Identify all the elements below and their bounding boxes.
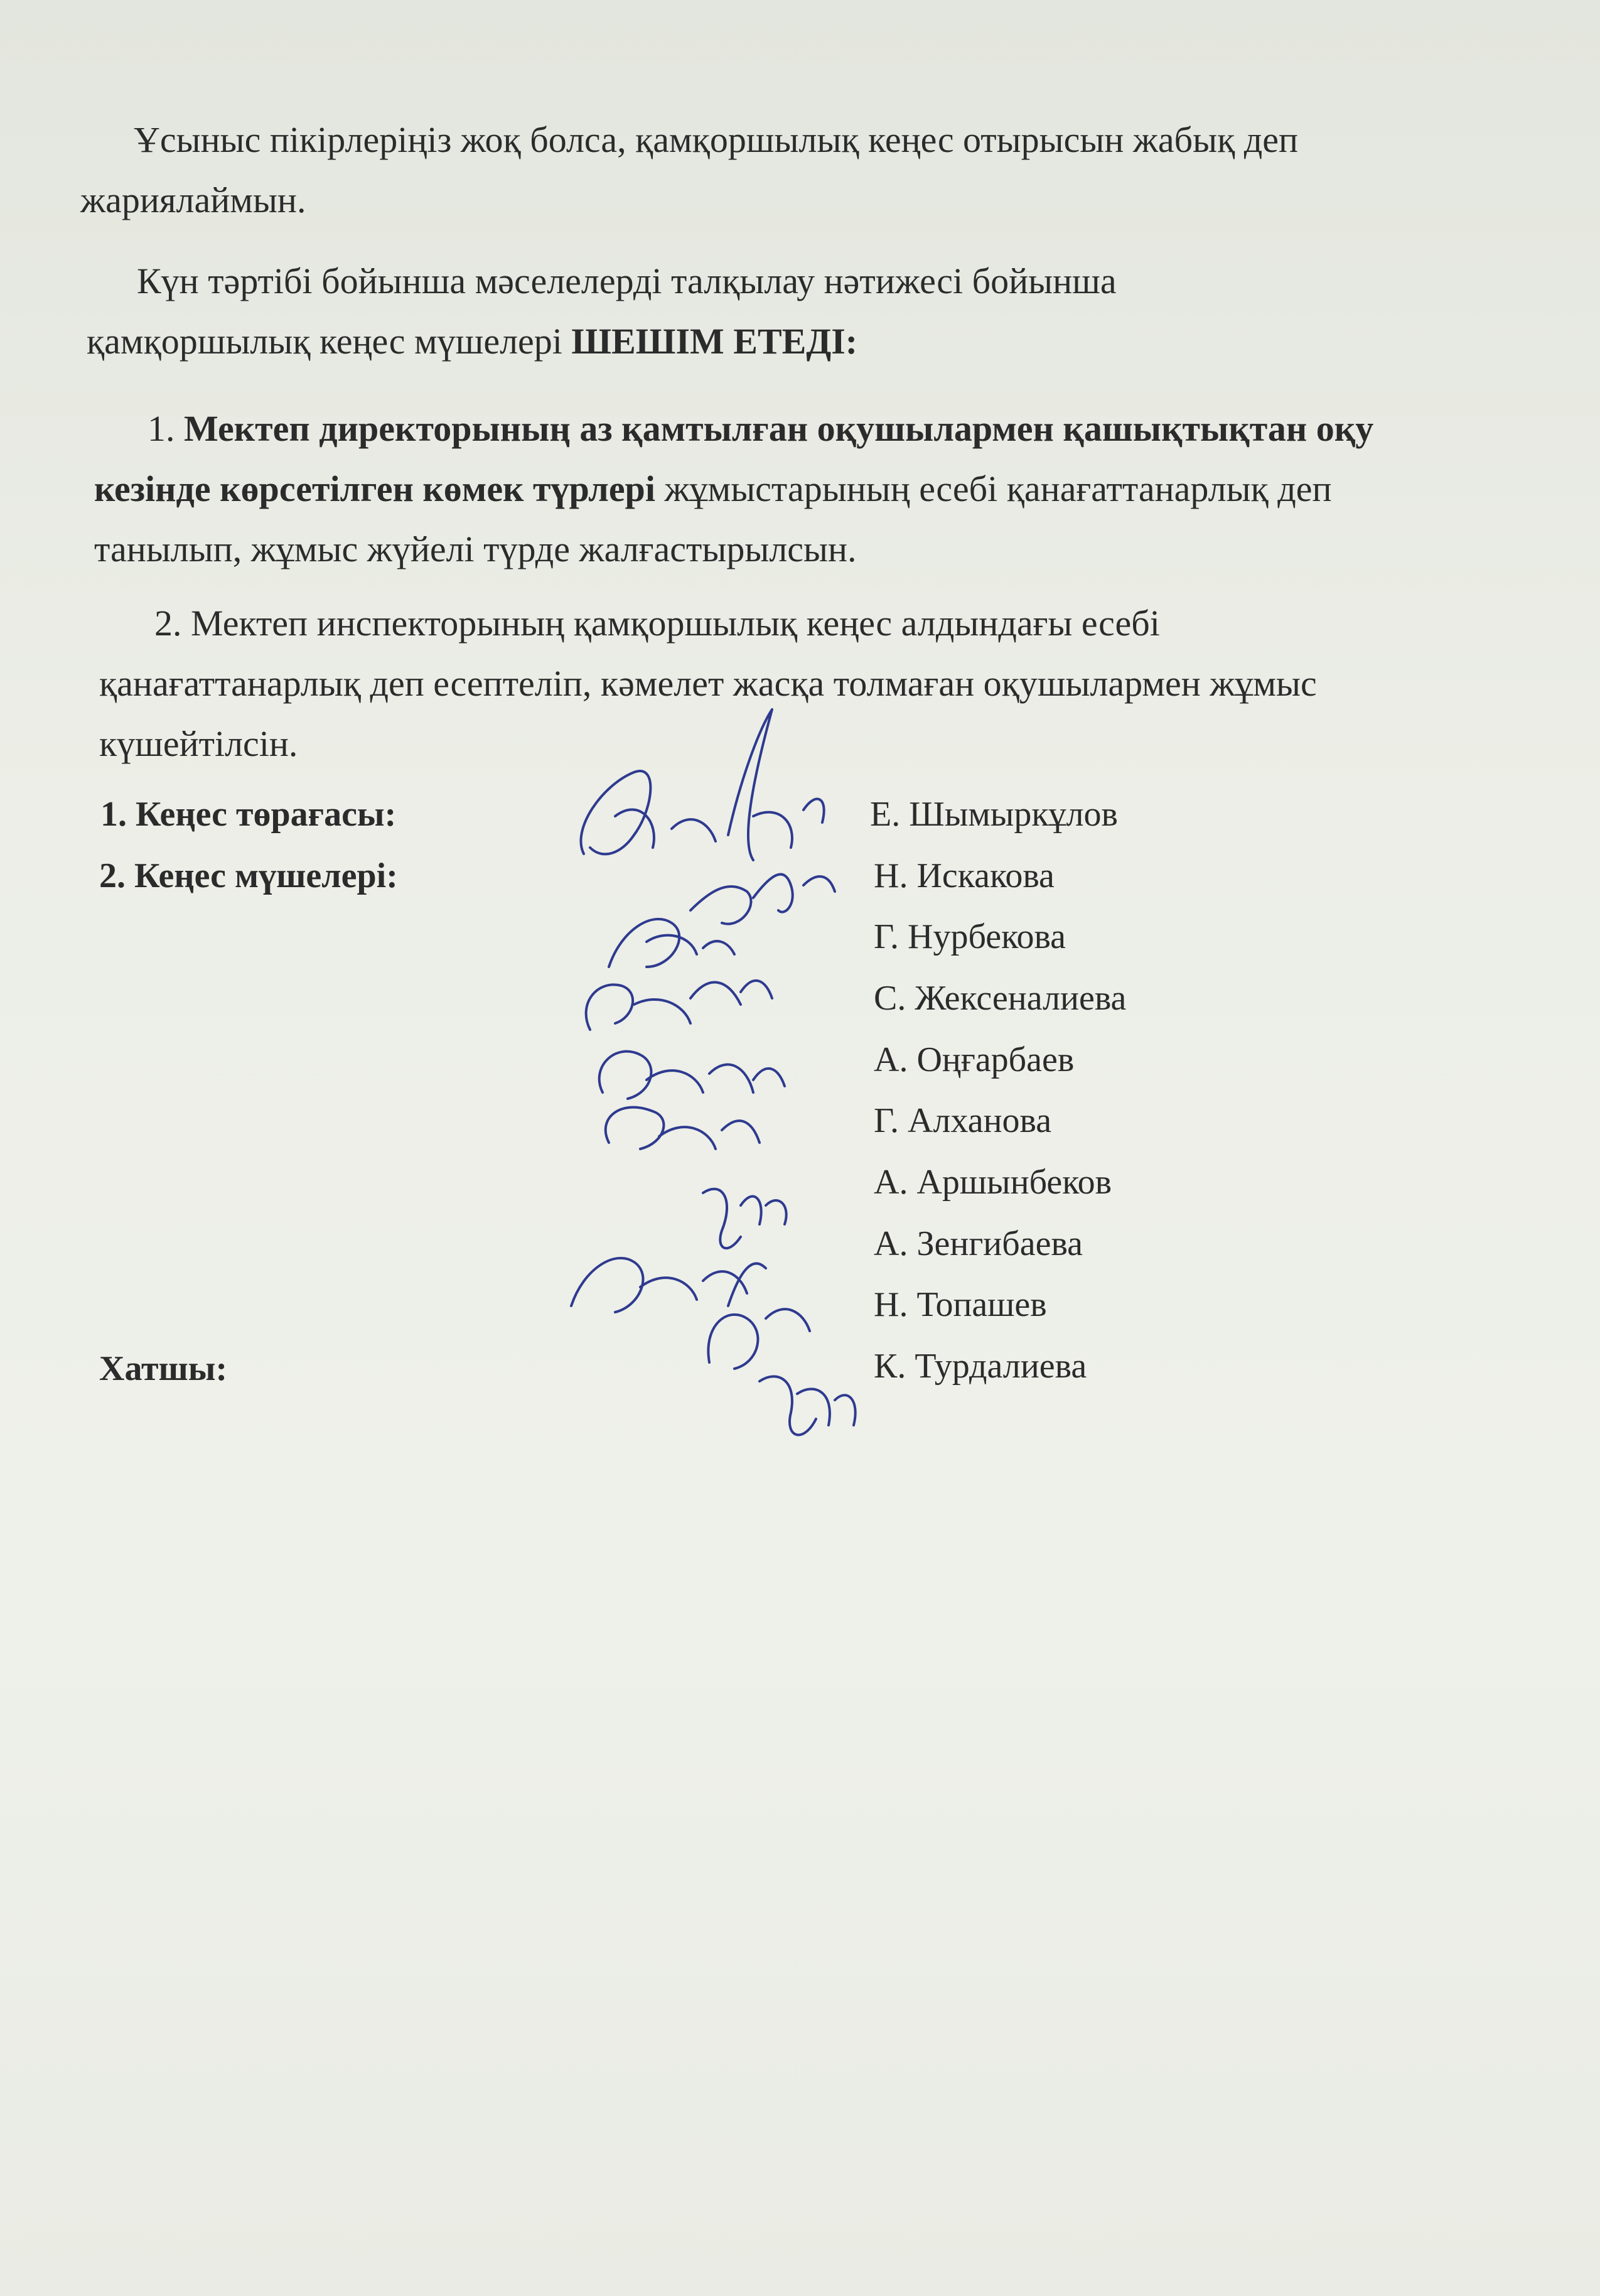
item-2-number: 2. <box>154 603 191 644</box>
decision-paragraph <box>87 251 1311 372</box>
item-1-text: жұмыстарының есебі қанағаттанарлық деп танылып, жұмыс жүйелі түрде жалғастырылсын. <box>94 468 1332 569</box>
signatory-name: С. Жексеналиева <box>874 979 1127 1018</box>
signatory-name: Н. Искакова <box>874 856 1055 895</box>
item-1-bold-text: Мектеп директорының аз қамтылған оқушылармен қашықтықтан оқу кезінде көрсетілген көмек түрлері <box>94 408 1374 509</box>
decision-item-1 <box>94 399 1475 579</box>
signatory-name: Н. Топашев <box>874 1285 1047 1324</box>
signature-member <box>599 1052 785 1099</box>
secretary-label: Хатшы: <box>99 1349 228 1388</box>
signature-chair <box>581 709 824 860</box>
signatory-name: А. Зенгибаева <box>874 1224 1083 1263</box>
signatory-name: К. Турдалиева <box>874 1347 1087 1386</box>
signature-secretary <box>760 1376 856 1435</box>
signatory-name: Г. Нурбекова <box>874 917 1066 956</box>
signatory-name: Е. Шымыркұлов <box>870 795 1118 834</box>
members-label: 2. Кеңес мүшелері: <box>99 856 398 895</box>
signatory-name: А. Оңғарбаев <box>874 1040 1075 1079</box>
decision-heading: ШЕШІМ ЕТЕДІ: <box>571 321 858 362</box>
signature-member <box>571 1258 747 1312</box>
signature-member <box>690 875 835 924</box>
decision-lead: Күн тәртібі бойынша мәселелерді талқылау нәтижесі бойынша қамқоршылық кеңес мүшелері <box>87 261 1117 362</box>
item-2-text: Мектеп инспекторының қамқоршылық кеңес алдындағы есебі қанағаттанарлық деп есептеліп, кәмелет жасқа толмаған оқушылармен жұмыс күшейтілсін. <box>99 603 1317 764</box>
signatory-name: Г. Алханова <box>874 1101 1052 1140</box>
handwritten-signatures <box>565 703 916 1475</box>
item-1-number: 1. <box>148 408 184 449</box>
signature-member <box>703 1189 787 1248</box>
signature-member <box>609 919 734 967</box>
signature-member <box>606 1108 760 1149</box>
signature-member <box>586 981 772 1030</box>
closing-paragraph <box>80 110 1493 230</box>
signatory-name: А. Аршынбеков <box>874 1163 1112 1202</box>
closing-text: Ұсыныс пікірлеріңіз жоқ болса, қамқоршылық кеңес отырысын жабық деп жариялаймын. <box>80 119 1299 220</box>
chair-label: 1. Кеңес төрағасы: <box>100 795 397 834</box>
signature-member <box>708 1264 810 1369</box>
